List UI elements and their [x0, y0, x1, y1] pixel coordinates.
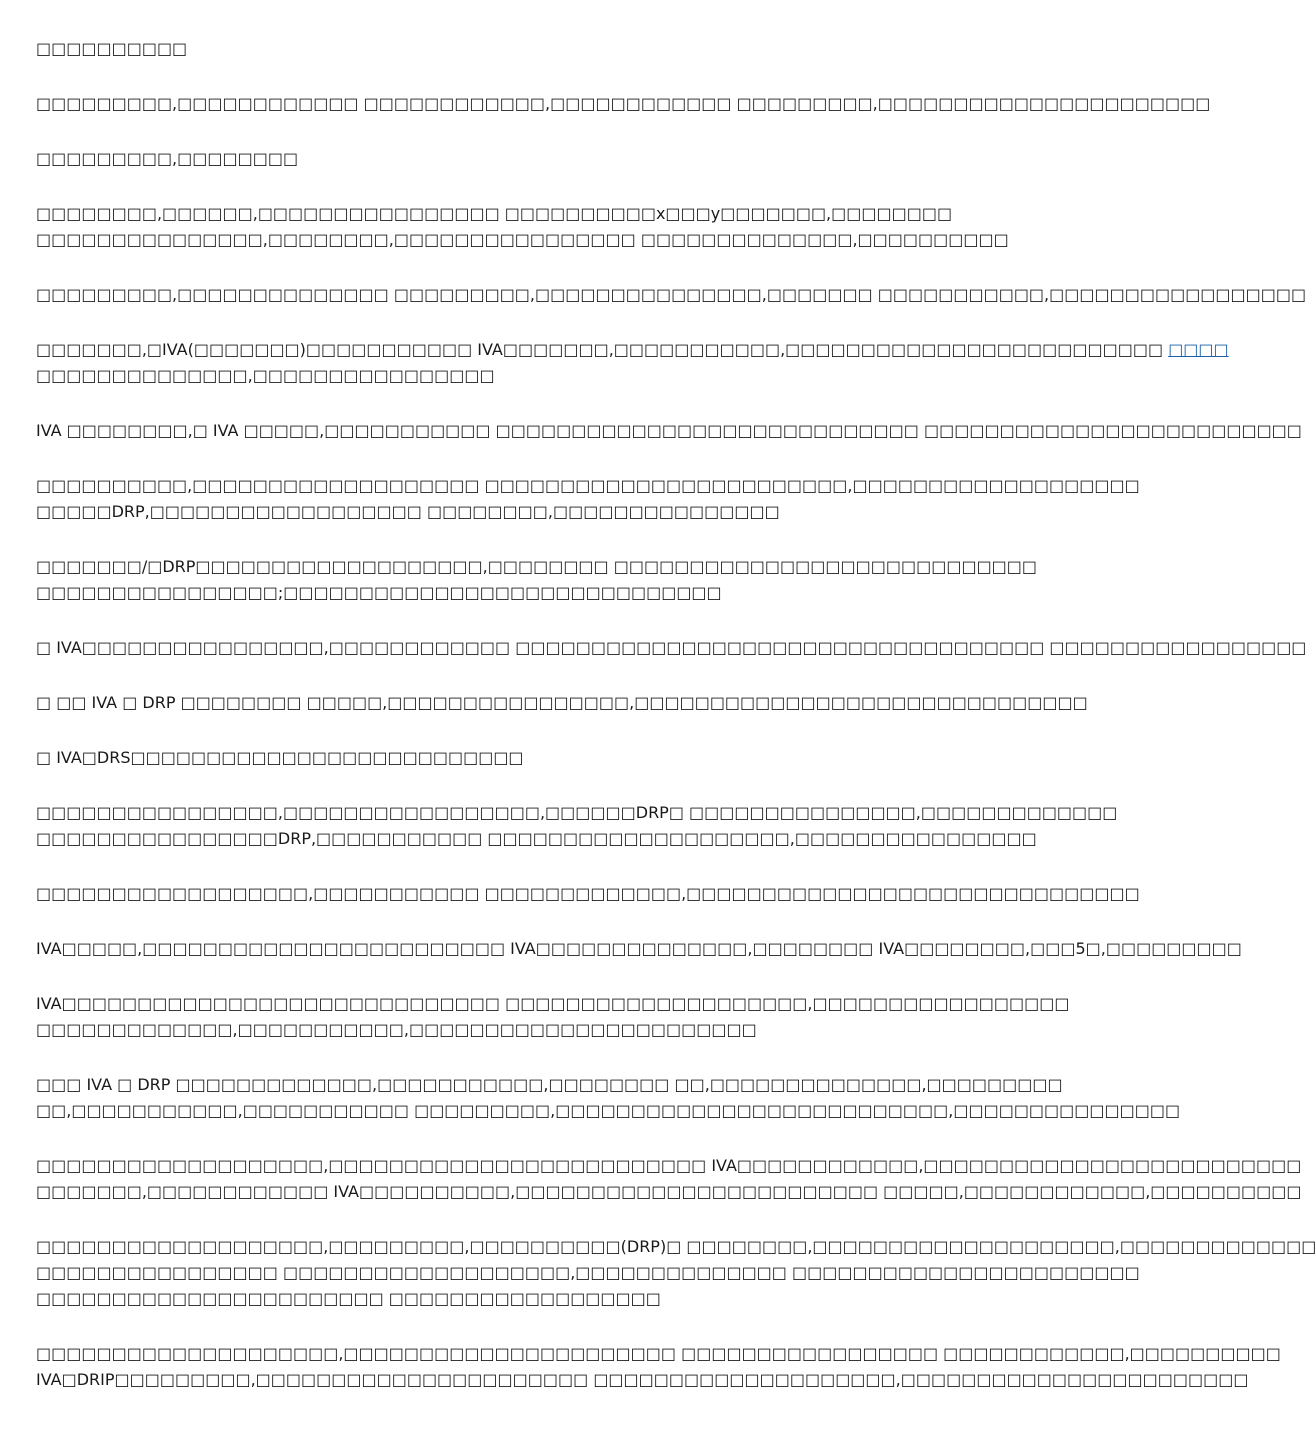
- paragraph-5: [36, 337, 1229, 389]
- paragraph-1: [36, 91, 1211, 117]
- paragraph-6: [36, 418, 1302, 444]
- paragraph-16: [36, 1072, 1181, 1124]
- inline-link[interactable]: □□□□: [1168, 340, 1229, 359]
- paragraph-line: □□□□□□□□□□□□□□□□ □□□□□□□□□□□□□□□□□□□,□□□□□□□□□□□□□□ □□□□□□□□□□□□□□□□□□□□□□□: [36, 1263, 1140, 1282]
- paragraph-line: □□□□□□□□□,□□□□□□□□: [36, 149, 299, 168]
- paragraph-line: □□□□□□□□□□□□□,□□□□□□□□□□□,□□□□□□□□□□□□□□□□□□□□□□□: [36, 1020, 757, 1039]
- paragraph-line-with-link: [36, 337, 1229, 363]
- paragraph-2: [36, 146, 988, 172]
- document-title: □□□□□□□□□□: [36, 39, 188, 58]
- paragraph-line: □□□□□DRP,□□□□□□□□□□□□□□□□□□ □□□□□□□□,□□□□□□□□□□□□□□□: [36, 502, 780, 521]
- paragraph-line: □□□□□□□□□□□□□□□,□□□□□□□□,□□□□□□□□□□□□□□□□ □□□□□□□□□□□□□□,□□□□□□□□□□: [36, 230, 1009, 249]
- paragraph-line: □□□□□□□□□,□□□□□□□□□□□□□□ □□□□□□□□□,□□□□□□□□□□□□□□□,□□□□□□□ □□□□□□□□□□□,□□□□□□□□□□□□□□□□□: [36, 285, 1307, 304]
- paragraph-13: [36, 881, 1140, 907]
- paragraph-line: □□□□□□□/□DRP□□□□□□□□□□□□□□□□□□□,□□□□□□□□ □□□□□□□□□□□□□□□□□□□□□□□□□□□□: [36, 557, 1038, 576]
- paragraph-19: [36, 1341, 1281, 1393]
- paragraph-line: □ IVA□□□□□□□□□□□□□□□□,□□□□□□□□□□□□ □□□□□□□□□□□□□□□□□□□□□□□□□□□□□□□□□□□ □□□□□□□□□□□□□□□□□: [36, 638, 1307, 657]
- paragraph-line: □□□□□□□□□□,□□□□□□□□□□□□□□□□□□□ □□□□□□□□□□□□□□□□□□□□□□□□,□□□□□□□□□□□□□□□□□□□: [36, 476, 1140, 495]
- paragraph-9: [36, 635, 1307, 661]
- paragraph-line: □□□□□□□□□□□□□□□□□□□,□□□□□□□□□,□□□□□□□□□□(DRP)□ □□□□□□□□,□□□□□□□□□□□□□□□□□□□□,□□□□□□□□□□□□□: [36, 1237, 1316, 1256]
- paragraph-line: IVA □□□□□□□□,□ IVA □□□□□,□□□□□□□□□□□ □□□□□□□□□□□□□□□□□□□□□□□□□□□□ □□□□□□□□□□□□□□□□□□□□□□□□□: [36, 421, 1302, 440]
- paragraph-line: □ IVA□DRS□□□□□□□□□□□□□□□□□□□□□□□□□□: [36, 748, 524, 767]
- paragraph-15: [36, 991, 1070, 1043]
- paragraph-line: □ □□ IVA □ DRP □□□□□□□□ □□□□□,□□□□□□□□□□□□□□□□,□□□□□□□□□□□□□□□□□□□□□□□□□□□□□□: [36, 693, 1088, 712]
- paragraph-8: [36, 554, 1038, 606]
- paragraph-11: [36, 745, 988, 771]
- paragraph-line: □□□□□□□,□□□□□□□□□□□□ IVA□□□□□□□□□□,□□□□□□□□□□□□□□□□□□□□□□□□ □□□□□,□□□□□□□□□□□□,□□□□□□□□□□: [36, 1182, 1302, 1201]
- paragraph-18: [36, 1234, 1316, 1312]
- paragraph-14: [36, 936, 1242, 962]
- paragraph-10: [36, 690, 1088, 716]
- paragraph-line: □□□□□□□□□□□□□□□□□□□,□□□□□□□□□□□□□□□□□□□□□□□□□ IVA□□□□□□□□□□□□,□□□□□□□□□□□□□□□□□□□□□□□□□: [36, 1156, 1302, 1175]
- paragraph-7: [36, 473, 1140, 525]
- paragraph-line: □□□□□□□□□□□□□□,□□□□□□□□□□□□□□□□: [36, 366, 495, 385]
- paragraph-line: IVA□□□□□,□□□□□□□□□□□□□□□□□□□□□□□□ IVA□□□□□□□□□□□□□□,□□□□□□□□ IVA□□□□□□□□,□□□5□,□□□□□□□□□: [36, 939, 1242, 958]
- paragraph-line: IVA□DRIP□□□□□□□□□,□□□□□□□□□□□□□□□□□□□□□□ □□□□□□□□□□□□□□□□□□□□,□□□□□□□□□□□□□□□□□□□□□□□: [36, 1370, 1249, 1389]
- paragraph-line: □□□□□□□□□□□□□□□□□□□□□□□ □□□□□□□□□□□□□□□□□□: [36, 1289, 661, 1308]
- paragraph-line: □□□□□□□□□,□□□□□□□□□□□□ □□□□□□□□□□□□,□□□□□□□□□□□□ □□□□□□□□□,□□□□□□□□□□□□□□□□□□□□□□: [36, 94, 1211, 113]
- paragraph-line: □□□□□□□□□□□□□□□□;□□□□□□□□□□□□□□□□□□□□□□□□□□□□□: [36, 583, 722, 602]
- paragraph-line: IVA□□□□□□□□□□□□□□□□□□□□□□□□□□□□□ □□□□□□□□□□□□□□□□□□□□,□□□□□□□□□□□□□□□□□: [36, 994, 1070, 1013]
- paragraph-4: [36, 282, 1307, 308]
- paragraph-3: [36, 201, 1009, 253]
- paragraph-line: □□□□□□□□□□□□□□□□□□,□□□□□□□□□□□ □□□□□□□□□□□□□,□□□□□□□□□□□□□□□□□□□□□□□□□□□□□□: [36, 884, 1140, 903]
- paragraph-line: □□,□□□□□□□□□□□,□□□□□□□□□□□ □□□□□□□□□,□□□□□□□□□□□□□□□□□□□□□□□□□□,□□□□□□□□□□□□□□□: [36, 1101, 1181, 1120]
- paragraph-line: □□□□□□□□,□□□□□□,□□□□□□□□□□□□□□□□ □□□□□□□□□□x□□□y□□□□□□□,□□□□□□□□: [36, 204, 953, 223]
- paragraph-line: □□□□□□□□□□□□□□□□□□□□,□□□□□□□□□□□□□□□□□□□□□□ □□□□□□□□□□□□□□□□□ □□□□□□□□□□□□,□□□□□□□□□□: [36, 1344, 1281, 1363]
- paragraph-line-text: □□□□□□□,□IVA(□□□□□□□)□□□□□□□□□□□ IVA□□□□□□□,□□□□□□□□□□□,□□□□□□□□□□□□□□□□□□□□□□□□□: [36, 340, 1164, 359]
- paragraph-line: □□□□□□□□□□□□□□□□DRP,□□□□□□□□□□□ □□□□□□□□□□□□□□□□□□□□,□□□□□□□□□□□□□□□□: [36, 829, 1037, 848]
- paragraph-line: □□□□□□□□□□□□□□□□,□□□□□□□□□□□□□□□□□,□□□□□□DRP□ □□□□□□□□□□□□□□□,□□□□□□□□□□□□□: [36, 803, 1118, 822]
- paragraph-line: □□□ IVA □ DRP □□□□□□□□□□□□□,□□□□□□□□□□□,□□□□□□□□ □□,□□□□□□□□□□□□□□,□□□□□□□□□: [36, 1075, 1063, 1094]
- paragraph-12: [36, 800, 1118, 852]
- paragraph-17: [36, 1153, 1302, 1205]
